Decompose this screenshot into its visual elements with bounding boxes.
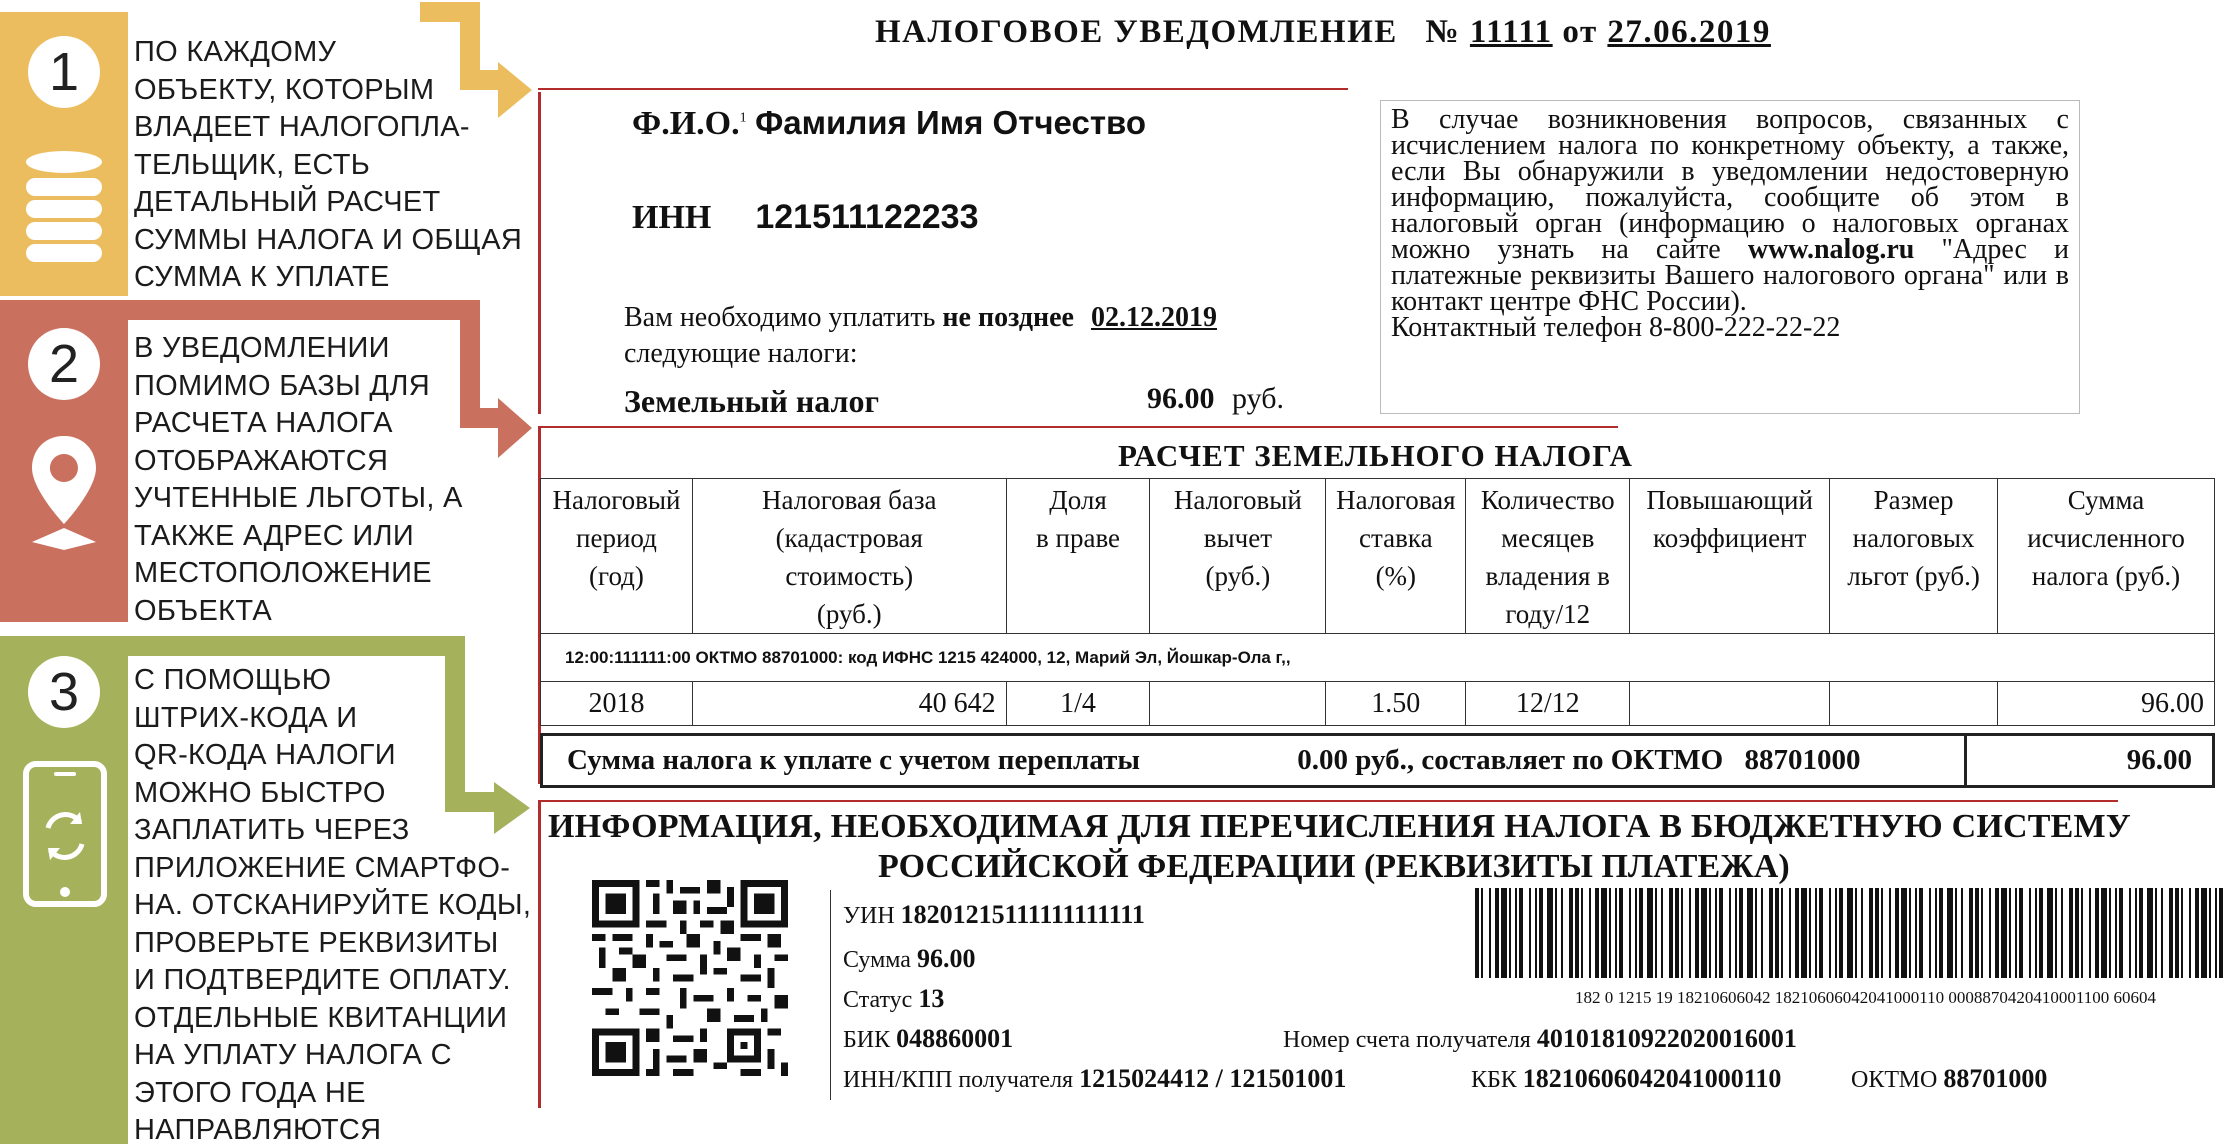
barcode-bar xyxy=(2047,888,2053,978)
account-label: Номер счета получателя xyxy=(1283,1027,1531,1053)
barcode-bar xyxy=(1681,888,1683,978)
barcode-bar xyxy=(1819,888,1823,978)
payment-line1: Вам необходимо уплатить xyxy=(624,302,936,333)
sum-line xyxy=(843,944,975,974)
qr-code[interactable] xyxy=(592,880,788,1076)
barcode-bar xyxy=(1789,888,1791,978)
account-value: 40101810922020016001 xyxy=(1536,1024,1797,1053)
barcode-bar xyxy=(2175,888,2179,978)
tax-name: Земельный налог xyxy=(624,383,880,419)
barcode-bar xyxy=(1989,888,1991,978)
calc-table xyxy=(540,478,2215,726)
barcode-bar xyxy=(1615,888,1617,978)
inn-kpp-label: ИНН/КПП получателя xyxy=(843,1067,1074,1093)
barcode-bar xyxy=(2115,888,2117,978)
payment-deadline-label: не позднее xyxy=(942,302,1074,333)
barcode-bar xyxy=(2101,888,2107,978)
barcode-bar xyxy=(2169,888,2173,978)
barcode-bar xyxy=(2219,888,2223,978)
info-box-phone: Контактный телефон 8-800-222-22-22 xyxy=(1391,312,1841,343)
barcode-bar xyxy=(1881,888,1883,978)
barcode-bar xyxy=(1935,888,1937,978)
barcode-bar xyxy=(1895,888,1899,978)
barcode-bar xyxy=(1529,888,1531,978)
barcode-bar xyxy=(1961,888,1963,978)
barcode-bar xyxy=(1515,888,1517,978)
barcode-bar xyxy=(2069,888,2073,978)
col-months: Количество месяцев владения в году/12 xyxy=(1466,479,1630,634)
barcode-bar xyxy=(1661,888,1663,978)
kbk-value: 18210606042041000110 xyxy=(1522,1064,1782,1093)
notice-title xyxy=(875,14,1793,51)
barcode-bar xyxy=(1729,888,1731,978)
barcode-bar xyxy=(1847,888,1853,978)
barcode-bar xyxy=(1655,888,1657,978)
barcode-bar xyxy=(1535,888,1537,978)
notice-number-label: № xyxy=(1425,14,1461,50)
total-amount: 96.00 xyxy=(1965,735,2213,787)
barcode-bar xyxy=(1609,888,1611,978)
sum-value: 96.00 xyxy=(916,944,976,973)
bik-label: БИК xyxy=(843,1027,891,1053)
barcode-bar xyxy=(2209,888,2211,978)
barcode-bar xyxy=(1547,888,1553,978)
barcode-bar xyxy=(1809,888,1811,978)
barcode-bar xyxy=(2075,888,2079,978)
barcode-bar xyxy=(2061,888,2063,978)
payment-line2: следующие налоги: xyxy=(624,338,858,369)
barcode-bar xyxy=(2155,888,2157,978)
uin-value: 18201215111111111111 xyxy=(900,900,1145,929)
tax-amount-line xyxy=(1147,382,1284,416)
barcode-bar xyxy=(1595,888,1599,978)
barcode-bar xyxy=(2161,888,2163,978)
red-rule-3-top xyxy=(538,800,2118,802)
calc-title: РАСЧЕТ ЗЕМЕЛЬНОГО НАЛОГА xyxy=(1118,438,1633,473)
cell-months: 12/12 xyxy=(1466,682,1630,726)
table-row xyxy=(541,682,2215,726)
barcode-bar xyxy=(2039,888,2043,978)
barcode-bar xyxy=(1781,888,1783,978)
total-label: Сумма налога к уплате с учетом переплаты xyxy=(567,744,1140,776)
barcode-bar xyxy=(2081,888,2083,978)
barcode-bar xyxy=(2135,888,2137,978)
status-label: Статус xyxy=(843,987,913,1013)
barcode-bar xyxy=(1889,888,1891,978)
uin-label: УИН xyxy=(843,903,895,929)
barcode-bar xyxy=(1955,888,1957,978)
oktmo-label: ОКТМО xyxy=(1851,1067,1938,1093)
barcode-bar xyxy=(1481,888,1483,978)
barcode-bar xyxy=(1475,888,1479,978)
red-rule-1 xyxy=(538,92,541,414)
barcode-bar xyxy=(1969,888,1973,978)
note-3-arrow xyxy=(494,782,530,834)
barcode-bar xyxy=(2147,888,2153,978)
barcode-bar xyxy=(2215,888,2217,978)
barcode-bar xyxy=(1695,888,1699,978)
cell-deduction xyxy=(1150,682,1326,726)
total-label-cell xyxy=(542,735,1966,787)
barcode-bar xyxy=(1795,888,1799,978)
barcode-bar xyxy=(1489,888,1491,978)
barcode-bar xyxy=(1635,888,1637,978)
barcode-bar xyxy=(1769,888,1773,978)
barcode-bar xyxy=(1581,888,1583,978)
status-value: 13 xyxy=(918,984,945,1013)
barcode-bar xyxy=(1501,888,1507,978)
inn-label: ИНН xyxy=(632,199,712,236)
barcode-bar xyxy=(1929,888,1931,978)
barcode-number: 182 0 1215 19 18210606042 18210606042041000110 0008870420410001100 60604 xyxy=(1575,988,2156,1007)
barcode-bar xyxy=(1747,888,1753,978)
cell-coefficient xyxy=(1630,682,1830,726)
barcode-bar xyxy=(1519,888,1523,978)
red-rule-2-top xyxy=(538,426,1618,428)
barcode-bar xyxy=(1495,888,1499,978)
uin-line xyxy=(843,900,1145,930)
barcode-bar xyxy=(1561,888,1563,978)
cell-share: 1/4 xyxy=(1006,682,1150,726)
barcode-bar xyxy=(1639,888,1643,978)
fio-value: Фамилия Имя Отчество xyxy=(755,104,1146,141)
barcode-bar xyxy=(2119,888,2123,978)
barcode-bar xyxy=(2001,888,2007,978)
barcode-bar xyxy=(1669,888,1673,978)
info-box-text: В случае возникновения вопросов, связанных с исчислением налога по конкретному объекту, а также, если Вы обнаружили в уведомлении недостоверную информацию, пожалуйста, сообщите об этом в налоговый орган (информацию о налоговых органах можно узнать на сайте xyxy=(1391,104,2069,265)
barcode-bar xyxy=(1539,888,1543,978)
object-row xyxy=(541,634,2215,682)
barcode-bar xyxy=(1735,888,1737,978)
barcode-bar xyxy=(2201,888,2207,978)
barcode-bar xyxy=(2095,888,2099,978)
barcode-bar xyxy=(1815,888,1817,978)
barcode-bar xyxy=(1829,888,1831,978)
barcode-bar xyxy=(1715,888,1717,978)
info-box-site[interactable]: www.nalog.ru xyxy=(1747,234,1915,265)
barcode-bar xyxy=(1869,888,1873,978)
inn-kpp-line xyxy=(843,1064,1346,1094)
oktmo-value: 88701000 xyxy=(1943,1064,2048,1093)
barcode-bar xyxy=(1629,888,1631,978)
barcode-bar xyxy=(2189,888,2191,978)
object-address: 12:00:111111:00 ОКТМО 88701000: код ИФНС 1215 424000, 12, Марий Эл, Йошкар-Ола г,, xyxy=(541,634,2215,682)
barcode-bar xyxy=(1569,888,1573,978)
barcode-bar xyxy=(1801,888,1807,978)
barcode-bar xyxy=(1835,888,1837,978)
tax-currency: руб. xyxy=(1232,382,1284,415)
kbk-line xyxy=(1471,1064,1781,1094)
col-deduction: Налоговый вычет (руб.) xyxy=(1150,479,1326,634)
barcode-bar xyxy=(2109,888,2111,978)
note-3-number: 3 xyxy=(28,656,100,728)
total-overpay: 0.00 руб., составляет по ОКТМО xyxy=(1297,744,1724,776)
barcode-bar xyxy=(1555,888,1557,978)
barcode-bar xyxy=(1647,888,1653,978)
barcode-bar xyxy=(1939,888,1943,978)
barcode-bar xyxy=(1839,888,1843,978)
barcode-bar xyxy=(2139,888,2143,978)
note-1-number: 1 xyxy=(28,36,100,108)
note-2-text: В УВЕДОМЛЕНИИ ПОМИМО БАЗЫ ДЛЯ РАСЧЕТА НАЛОГА ОТОБРАЖАЮТСЯ УЧТЕННЫЕ ЛЬГОТЫ, А ТАКЖЕ АДРЕС ИЛИ МЕСТОПОЛОЖЕНИЕ ОБЪЕКТА xyxy=(134,332,463,627)
notice-from-label: от xyxy=(1562,14,1598,50)
barcode-bar xyxy=(2029,888,2031,978)
cell-rate: 1.50 xyxy=(1326,682,1466,726)
barcode-bar xyxy=(2019,888,2023,978)
barcode-bar xyxy=(1775,888,1779,978)
barcode-bar xyxy=(1509,888,1511,978)
requisites-title-2: РОССИЙСКОЙ ФЕДЕРАЦИИ (РЕКВИЗИТЫ ПЛАТЕЖА) xyxy=(878,848,1790,885)
oktmo-line xyxy=(1851,1064,2047,1094)
total-row xyxy=(542,735,2214,787)
barcode-bar xyxy=(1995,888,1999,978)
inn-line xyxy=(632,198,979,237)
notice-date: 27.06.2019 xyxy=(1607,14,1771,50)
payment-due-date: 02.12.2019 xyxy=(1090,302,1217,333)
barcode-bar xyxy=(1861,888,1863,978)
barcode-bar xyxy=(2181,888,2183,978)
barcode-bar xyxy=(1719,888,1723,978)
account-line xyxy=(1283,1024,1797,1054)
inn-kpp-value: 1215024412 / 121501001 xyxy=(1079,1064,1347,1093)
cell-benefits xyxy=(1830,682,1998,726)
total-table xyxy=(540,733,2215,788)
notice-number: 11111 xyxy=(1469,14,1553,50)
notice-title-text: НАЛОГОВОЕ УВЕДОМЛЕНИЕ xyxy=(875,14,1398,50)
bik-value: 048860001 xyxy=(896,1024,1014,1053)
col-tax-base: Налоговая база (кадастровая стоимость) (руб.) xyxy=(692,479,1006,634)
tax-amount: 96.00 xyxy=(1147,382,1215,415)
status-line xyxy=(843,984,944,1014)
cell-period: 2018 xyxy=(541,682,693,726)
barcode-bar xyxy=(1575,888,1579,978)
note-3-text: С ПОМОЩЬЮ ШТРИХ-КОДА И QR-КОДА НАЛОГИ МОЖНО БЫСТРО ЗАПЛАТИТЬ ЧЕРЕЗ ПРИЛОЖЕНИЕ СМАРТФО- НА. ОТСКАНИРУЙТЕ КОДЫ, ПРОВЕРЬТЕ РЕКВИЗИТЫ И ПОДТВЕРДИТЕ ОПЛАТУ. ОТДЕЛЬНЫЕ КВИТАНЦИИ НА УПЛАТУ НАЛОГА С ЭТОГО ГОДА НЕ НАПРАВЛЯЮТСЯ xyxy=(134,664,532,1144)
info-box-text-2: "Адрес и платежные реквизиты Вашего налогового органа" или в контакт центре ФНС России). xyxy=(1391,234,2070,317)
barcode-bar xyxy=(1761,888,1763,978)
fio-footnote: 1 xyxy=(739,110,747,126)
note-1-arrow xyxy=(498,62,532,118)
info-box xyxy=(1380,100,2080,414)
red-rule-3 xyxy=(538,802,541,1108)
col-rate: Налоговая ставка (%) xyxy=(1326,479,1466,634)
red-rule-1-top xyxy=(538,88,1348,90)
connector-arrows xyxy=(0,0,560,1144)
barcode-bar xyxy=(2129,888,2131,978)
barcode-bar xyxy=(1901,888,1907,978)
barcode-bar xyxy=(1981,888,1983,978)
barcode-bar xyxy=(1689,888,1691,978)
payment-instruction xyxy=(624,300,1217,372)
barcode-bar xyxy=(1675,888,1679,978)
barcode-bar xyxy=(2055,888,2057,978)
bik-line xyxy=(843,1024,1013,1054)
note-1-text: ПО КАЖДОМУ ОБЪЕКТУ, КОТОРЫМ ВЛАДЕЕТ НАЛОГОПЛА- ТЕЛЬЩИК, ЕСТЬ ДЕТАЛЬНЫЙ РАСЧЕТ СУММЫ НАЛОГА И ОБЩАЯ СУММА К УПЛАТЕ xyxy=(134,36,523,293)
barcode-bar xyxy=(1619,888,1623,978)
cell-tax-base: 40 642 xyxy=(692,682,1006,726)
barcode[interactable] xyxy=(1475,888,2223,978)
barcode-bar xyxy=(1909,888,1911,978)
barcode-bar xyxy=(1739,888,1743,978)
barcode-bar xyxy=(1915,888,1917,978)
fio-label: Ф.И.О. xyxy=(632,105,740,142)
inn-value: 121511122233 xyxy=(755,198,979,236)
barcode-bar xyxy=(1755,888,1757,978)
cell-total: 96.00 xyxy=(1998,682,2215,726)
col-benefits: Размер налоговых льгот (руб.) xyxy=(1830,479,1998,634)
sum-label: Сумма xyxy=(843,947,911,973)
barcode-bar xyxy=(1701,888,1707,978)
requisites-title-1: ИНФОРМАЦИЯ, НЕОБХОДИМАЯ ДЛЯ ПЕРЕЧИСЛЕНИЯ НАЛОГА В БЮДЖЕТНУЮ СИСТЕМУ xyxy=(548,808,2131,845)
barcode-bar xyxy=(1919,888,1923,978)
col-coefficient: Повышающий коэффициент xyxy=(1630,479,1830,634)
fio-line xyxy=(632,104,1146,143)
barcode-bar xyxy=(2009,888,2011,978)
barcode-bar xyxy=(1855,888,1857,978)
calc-header-row xyxy=(541,479,2215,634)
note-2-number: 2 xyxy=(28,328,100,400)
total-oktmo: 88701000 xyxy=(1744,744,1861,776)
barcode-bar xyxy=(1589,888,1591,978)
barcode-bar xyxy=(2015,888,2017,978)
col-total: Сумма исчисленного налога (руб.) xyxy=(1998,479,2215,634)
barcode-bar xyxy=(2195,888,2199,978)
kbk-label: КБК xyxy=(1471,1067,1517,1093)
barcode-bar xyxy=(1947,888,1953,978)
barcode-bar xyxy=(1601,888,1607,978)
barcode-bar xyxy=(1875,888,1879,978)
barcode-bar xyxy=(2089,888,2091,978)
col-share: Доля в праве xyxy=(1006,479,1150,634)
barcode-bar xyxy=(1975,888,1979,978)
barcode-bar xyxy=(1709,888,1711,978)
barcode-bar xyxy=(2035,888,2037,978)
note-2-arrow xyxy=(498,398,532,458)
col-period: Налоговый период (год) xyxy=(541,479,693,634)
